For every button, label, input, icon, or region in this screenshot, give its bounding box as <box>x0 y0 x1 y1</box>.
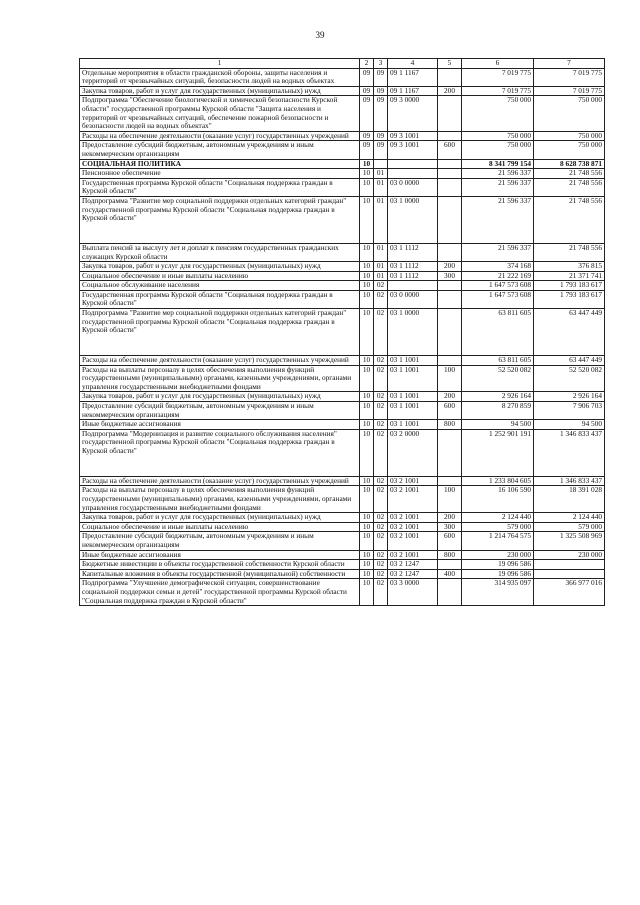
row-name-cell: Бюджетные инвестиции в объекты государственной собственности Курской области <box>80 560 360 570</box>
row-name-cell: Государственная программа Курской области "Социальная поддержка граждан в Курской области" <box>80 178 360 196</box>
amount-year2-cell: 1 346 833 437 <box>534 476 605 486</box>
amount-year1-cell: 21 596 337 <box>462 169 534 179</box>
amount-year1-cell: 7 019 775 <box>462 68 534 86</box>
amount-year1-cell: 21 596 337 <box>462 243 534 261</box>
section-code-cell: 10 <box>360 271 374 281</box>
section-code-cell: 09 <box>360 131 374 141</box>
amount-year1-cell: 19 096 586 <box>462 569 534 579</box>
subsection-code-cell: 02 <box>374 365 388 392</box>
section-code-cell: 09 <box>360 141 374 159</box>
target-article-cell: 09 1 1167 <box>388 86 438 96</box>
target-article-cell: 03 2 1001 <box>388 513 438 523</box>
expense-type-cell: 300 <box>438 522 462 532</box>
amount-year2-cell: 21 371 741 <box>534 271 605 281</box>
section-code-cell: 10 <box>360 159 374 169</box>
header-cell: 3 <box>374 59 388 69</box>
table-row <box>80 429 605 476</box>
target-article-cell: 03 3 0000 <box>388 579 438 606</box>
target-article-cell: 03 0 0000 <box>388 178 438 196</box>
header-cell: 4 <box>388 59 438 69</box>
amount-year2-cell <box>534 569 605 579</box>
row-name-cell: Выплата пенсий за выслугу лет и доплат к пенсиям государственных гражданских служащих Курской области <box>80 243 360 261</box>
target-article-cell: 03 1 0000 <box>388 196 438 243</box>
amount-year2-cell: 2 926 164 <box>534 392 605 402</box>
row-name-cell: Закупка товаров, работ и услуг для государственных (муниципальных) нужд <box>80 392 360 402</box>
subsection-code-cell: 02 <box>374 402 388 420</box>
section-code-cell: 10 <box>360 262 374 272</box>
section-code-cell: 10 <box>360 486 374 513</box>
expense-type-cell: 600 <box>438 532 462 550</box>
section-code-cell: 10 <box>360 290 374 308</box>
expense-type-cell <box>438 579 462 606</box>
section-code-cell: 09 <box>360 96 374 131</box>
subsection-code-cell: 09 <box>374 141 388 159</box>
subsection-code-cell: 02 <box>374 569 388 579</box>
expense-type-cell: 800 <box>438 550 462 560</box>
amount-year2-cell: 63 447 449 <box>534 309 605 356</box>
section-code-cell: 10 <box>360 169 374 179</box>
expense-type-cell: 800 <box>438 420 462 430</box>
target-article-cell: 03 0 0000 <box>388 290 438 308</box>
target-article-cell: 03 2 0000 <box>388 429 438 476</box>
amount-year1-cell: 52 520 082 <box>462 365 534 392</box>
target-article-cell: 03 1 0000 <box>388 309 438 356</box>
subsection-code-cell: 02 <box>374 476 388 486</box>
expense-type-cell: 300 <box>438 271 462 281</box>
table-row <box>80 550 605 560</box>
amount-year2-cell: 1 346 833 437 <box>534 429 605 476</box>
target-article-cell: 03 2 1247 <box>388 569 438 579</box>
expense-type-cell: 200 <box>438 262 462 272</box>
section-code-cell: 10 <box>360 420 374 430</box>
subsection-code-cell: 02 <box>374 522 388 532</box>
row-name-cell: Социальное обеспечение и иные выплаты населению <box>80 522 360 532</box>
subsection-code-cell: 02 <box>374 486 388 513</box>
subsection-code-cell: 02 <box>374 392 388 402</box>
amount-year2-cell: 1 325 508 969 <box>534 532 605 550</box>
subsection-code-cell: 02 <box>374 356 388 366</box>
section-code-cell: 10 <box>360 365 374 392</box>
expense-type-cell <box>438 476 462 486</box>
target-article-cell: 03 1 1001 <box>388 402 438 420</box>
row-name-cell: Расходы на выплаты персоналу в целях обеспечения выполнения функций государственными (муниципальными) органами, казенными учреждениями, органами управления государственными внебюджетными фондами <box>80 365 360 392</box>
row-name-cell: Отдельные мероприятия в области гражданской обороны, защиты населения и территорий от чрезвычайных ситуаций, безопасности людей на водных объектах <box>80 68 360 86</box>
amount-year2-cell: 7 019 775 <box>534 68 605 86</box>
section-code-cell: 09 <box>360 68 374 86</box>
expense-type-cell <box>438 560 462 570</box>
table-row <box>80 68 605 86</box>
header-cell: 6 <box>462 59 534 69</box>
subsection-code-cell: 01 <box>374 271 388 281</box>
header-cell: 2 <box>360 59 374 69</box>
amount-year1-cell: 21 596 337 <box>462 178 534 196</box>
table-row <box>80 141 605 159</box>
section-code-cell: 10 <box>360 243 374 261</box>
target-article-cell: 09 3 1001 <box>388 131 438 141</box>
amount-year2-cell: 750 000 <box>534 131 605 141</box>
row-name-cell: СОЦИАЛЬНАЯ ПОЛИТИКА <box>80 159 360 169</box>
expense-type-cell: 100 <box>438 365 462 392</box>
expense-type-cell <box>438 131 462 141</box>
table-row <box>80 532 605 550</box>
section-code-cell: 10 <box>360 281 374 291</box>
target-article-cell: 03 1 1112 <box>388 243 438 261</box>
section-code-cell: 10 <box>360 309 374 356</box>
table-row <box>80 420 605 430</box>
row-name-cell: Иные бюджетные ассигнования <box>80 420 360 430</box>
row-name-cell: Расходы на выплаты персоналу в целях обеспечения выполнения функций государственными (муниципальными) органами, казенными учреждениями, органами управления государственными внебюджетными фондами <box>80 486 360 513</box>
amount-year2-cell: 8 628 738 871 <box>534 159 605 169</box>
subsection-code-cell: 09 <box>374 68 388 86</box>
subsection-code-cell: 02 <box>374 550 388 560</box>
amount-year2-cell: 21 748 556 <box>534 178 605 196</box>
table-row <box>80 290 605 308</box>
expense-type-cell <box>438 309 462 356</box>
row-name-cell: Социальное обслуживание населения <box>80 281 360 291</box>
table-row <box>80 178 605 196</box>
row-name-cell: Государственная программа Курской области "Социальная поддержка граждан в Курской области" <box>80 290 360 308</box>
amount-year1-cell: 1 233 804 605 <box>462 476 534 486</box>
section-code-cell: 09 <box>360 86 374 96</box>
subsection-code-cell: 01 <box>374 178 388 196</box>
row-name-cell: Иные бюджетные ассигнования <box>80 550 360 560</box>
amount-year1-cell: 63 811 605 <box>462 356 534 366</box>
amount-year2-cell: 366 977 016 <box>534 579 605 606</box>
amount-year1-cell: 750 000 <box>462 96 534 131</box>
expense-type-cell <box>438 290 462 308</box>
amount-year1-cell: 21 596 337 <box>462 196 534 243</box>
section-code-cell: 10 <box>360 392 374 402</box>
amount-year2-cell: 750 000 <box>534 141 605 159</box>
subsection-code-cell: 09 <box>374 131 388 141</box>
expense-type-cell: 200 <box>438 392 462 402</box>
amount-year2-cell: 1 793 183 617 <box>534 290 605 308</box>
amount-year2-cell: 7 019 775 <box>534 86 605 96</box>
target-article-cell: 03 1 1001 <box>388 420 438 430</box>
target-article-cell <box>388 169 438 179</box>
amount-year2-cell: 18 391 028 <box>534 486 605 513</box>
amount-year2-cell <box>534 560 605 570</box>
subsection-code-cell: 02 <box>374 560 388 570</box>
amount-year1-cell: 1 647 573 608 <box>462 290 534 308</box>
table-row <box>80 486 605 513</box>
expense-type-cell <box>438 68 462 86</box>
table-row <box>80 262 605 272</box>
table-row <box>80 86 605 96</box>
target-article-cell: 03 2 1001 <box>388 522 438 532</box>
row-name-cell: Предоставление субсидий бюджетным, автономным учреждениям и иным некоммерческим организациям <box>80 402 360 420</box>
table-row <box>80 356 605 366</box>
expense-type-cell: 600 <box>438 141 462 159</box>
amount-year1-cell: 19 096 586 <box>462 560 534 570</box>
table-row <box>80 169 605 179</box>
table-row <box>80 569 605 579</box>
header-cell: 7 <box>534 59 605 69</box>
target-article-cell: 03 1 1112 <box>388 271 438 281</box>
section-code-cell: 10 <box>360 476 374 486</box>
target-article-cell: 03 2 1001 <box>388 550 438 560</box>
amount-year1-cell: 8 341 799 154 <box>462 159 534 169</box>
target-article-cell: 09 1 1167 <box>388 68 438 86</box>
table-row <box>80 392 605 402</box>
target-article-cell: 03 1 1001 <box>388 365 438 392</box>
subsection-code-cell: 02 <box>374 532 388 550</box>
subsection-code-cell: 02 <box>374 579 388 606</box>
amount-year1-cell: 1 252 901 191 <box>462 429 534 476</box>
amount-year1-cell: 8 270 859 <box>462 402 534 420</box>
amount-year1-cell: 230 000 <box>462 550 534 560</box>
amount-year1-cell: 1 647 573 608 <box>462 281 534 291</box>
expense-type-cell: 100 <box>438 486 462 513</box>
subsection-code-cell: 01 <box>374 243 388 261</box>
subsection-code-cell: 09 <box>374 86 388 96</box>
amount-year1-cell: 63 811 605 <box>462 309 534 356</box>
expense-type-cell <box>438 169 462 179</box>
section-code-cell: 10 <box>360 550 374 560</box>
row-name-cell: Предоставление субсидий бюджетным, автономным учреждениям и иным некоммерческим организациям <box>80 141 360 159</box>
subsection-code-cell: 01 <box>374 196 388 243</box>
target-article-cell: 03 1 1001 <box>388 392 438 402</box>
row-name-cell: Предоставление субсидий бюджетным, автономным учреждениям и иным некоммерческим организациям <box>80 532 360 550</box>
section-code-cell: 10 <box>360 522 374 532</box>
subsection-code-cell: 02 <box>374 309 388 356</box>
page-number: 39 <box>315 30 325 40</box>
row-name-cell: Закупка товаров, работ и услуг для государственных (муниципальных) нужд <box>80 86 360 96</box>
section-code-cell: 10 <box>360 356 374 366</box>
subsection-code-cell: 02 <box>374 429 388 476</box>
table-row <box>80 402 605 420</box>
amount-year1-cell: 314 935 097 <box>462 579 534 606</box>
expense-type-cell <box>438 356 462 366</box>
target-article-cell <box>388 281 438 291</box>
target-article-cell: 03 2 1001 <box>388 486 438 513</box>
expense-type-cell: 600 <box>438 402 462 420</box>
amount-year2-cell: 376 815 <box>534 262 605 272</box>
target-article-cell: 03 1 1112 <box>388 262 438 272</box>
table-row <box>80 309 605 356</box>
table-row <box>80 513 605 523</box>
row-name-cell: Капитальные вложения в объекты государственной (муниципальной) собственности <box>80 569 360 579</box>
amount-year1-cell: 374 168 <box>462 262 534 272</box>
target-article-cell: 03 2 1247 <box>388 560 438 570</box>
section-code-cell: 10 <box>360 402 374 420</box>
budget-table <box>79 58 605 606</box>
table-header-row <box>80 59 605 69</box>
subsection-code-cell: 02 <box>374 420 388 430</box>
amount-year1-cell: 16 106 590 <box>462 486 534 513</box>
table-row <box>80 196 605 243</box>
table-row <box>80 243 605 261</box>
expense-type-cell <box>438 178 462 196</box>
amount-year2-cell: 7 906 703 <box>534 402 605 420</box>
subsection-code-cell: 09 <box>374 96 388 131</box>
header-cell: 1 <box>80 59 360 69</box>
row-name-cell: Подпрограмма "Обеспечение биологической и химической безопасности Курской области" государственной программы Курской области "Защита населения и территорий от чрезвычайных ситуаций, обеспечение пожарной безопасности и безопасности людей на водных объектах" <box>80 96 360 131</box>
table-row <box>80 131 605 141</box>
row-name-cell: Закупка товаров, работ и услуг для государственных (муниципальных) нужд <box>80 513 360 523</box>
section-code-cell: 10 <box>360 513 374 523</box>
amount-year2-cell: 2 124 440 <box>534 513 605 523</box>
expense-type-cell <box>438 429 462 476</box>
row-name-cell: Подпрограмма "Модернизация и развитие социального обслуживания населения" государственной программы Курской области "Социальная поддержка граждан в Курской области" <box>80 429 360 476</box>
target-article-cell: 09 3 0000 <box>388 96 438 131</box>
section-code-cell: 10 <box>360 560 374 570</box>
expense-type-cell <box>438 281 462 291</box>
amount-year1-cell: 2 926 164 <box>462 392 534 402</box>
expense-type-cell: 200 <box>438 86 462 96</box>
amount-year2-cell: 230 000 <box>534 550 605 560</box>
subsection-code-cell <box>374 159 388 169</box>
subsection-code-cell: 01 <box>374 262 388 272</box>
header-cell: 5 <box>438 59 462 69</box>
section-code-cell: 10 <box>360 178 374 196</box>
table-row <box>80 560 605 570</box>
amount-year1-cell: 2 124 440 <box>462 513 534 523</box>
amount-year1-cell: 7 019 775 <box>462 86 534 96</box>
table-row <box>80 159 605 169</box>
expense-type-cell <box>438 96 462 131</box>
target-article-cell: 03 2 1001 <box>388 532 438 550</box>
table-row <box>80 96 605 131</box>
table-row <box>80 271 605 281</box>
amount-year2-cell: 94 500 <box>534 420 605 430</box>
section-code-cell: 10 <box>360 569 374 579</box>
amount-year1-cell: 579 000 <box>462 522 534 532</box>
amount-year1-cell: 1 214 764 575 <box>462 532 534 550</box>
target-article-cell: 09 3 1001 <box>388 141 438 159</box>
target-article-cell: 03 1 1001 <box>388 356 438 366</box>
subsection-code-cell: 02 <box>374 290 388 308</box>
row-name-cell: Подпрограмма "Развитие мер социальной поддержки отдельных категорий граждан" государственной программы Курской области "Социальная поддержка граждан в Курской области" <box>80 309 360 356</box>
row-name-cell: Расходы на обеспечение деятельности (оказание услуг) государственных учреждений <box>80 476 360 486</box>
amount-year2-cell: 1 793 183 617 <box>534 281 605 291</box>
amount-year2-cell: 750 000 <box>534 96 605 131</box>
section-code-cell: 10 <box>360 532 374 550</box>
table-row <box>80 579 605 606</box>
subsection-code-cell: 02 <box>374 513 388 523</box>
table-row <box>80 365 605 392</box>
target-article-cell <box>388 159 438 169</box>
amount-year1-cell: 21 222 169 <box>462 271 534 281</box>
amount-year2-cell: 21 748 556 <box>534 196 605 243</box>
section-code-cell: 10 <box>360 579 374 606</box>
row-name-cell: Подпрограмма "Развитие мер социальной поддержки отдельных категорий граждан" государственной программы Курской области "Социальная поддержка граждан в Курской области" <box>80 196 360 243</box>
expense-type-cell: 200 <box>438 513 462 523</box>
section-code-cell: 10 <box>360 429 374 476</box>
expense-type-cell <box>438 243 462 261</box>
subsection-code-cell: 02 <box>374 281 388 291</box>
amount-year2-cell: 579 000 <box>534 522 605 532</box>
amount-year1-cell: 750 000 <box>462 131 534 141</box>
amount-year1-cell: 94 500 <box>462 420 534 430</box>
row-name-cell: Закупка товаров, работ и услуг для государственных (муниципальных) нужд <box>80 262 360 272</box>
amount-year2-cell: 21 748 556 <box>534 243 605 261</box>
table-row <box>80 281 605 291</box>
row-name-cell: Расходы на обеспечение деятельности (оказание услуг) государственных учреждений <box>80 131 360 141</box>
expense-type-cell <box>438 196 462 243</box>
row-name-cell: Пенсионное обеспечение <box>80 169 360 179</box>
row-name-cell: Подпрограмма "Улучшение демографической ситуации, совершенствование социальной поддержки семьи и детей" государственной программы Курской области "Социальная поддержка граждан в Курской области" <box>80 579 360 606</box>
table-row <box>80 522 605 532</box>
subsection-code-cell: 01 <box>374 169 388 179</box>
expense-type-cell <box>438 159 462 169</box>
row-name-cell: Расходы на обеспечение деятельности (оказание услуг) государственных учреждений <box>80 356 360 366</box>
amount-year2-cell: 21 748 556 <box>534 169 605 179</box>
section-code-cell: 10 <box>360 196 374 243</box>
row-name-cell: Социальное обеспечение и иные выплаты населению <box>80 271 360 281</box>
amount-year2-cell: 63 447 449 <box>534 356 605 366</box>
amount-year1-cell: 750 000 <box>462 141 534 159</box>
target-article-cell: 03 2 1001 <box>388 476 438 486</box>
table-row <box>80 476 605 486</box>
amount-year2-cell: 52 520 082 <box>534 365 605 392</box>
expense-type-cell: 400 <box>438 569 462 579</box>
